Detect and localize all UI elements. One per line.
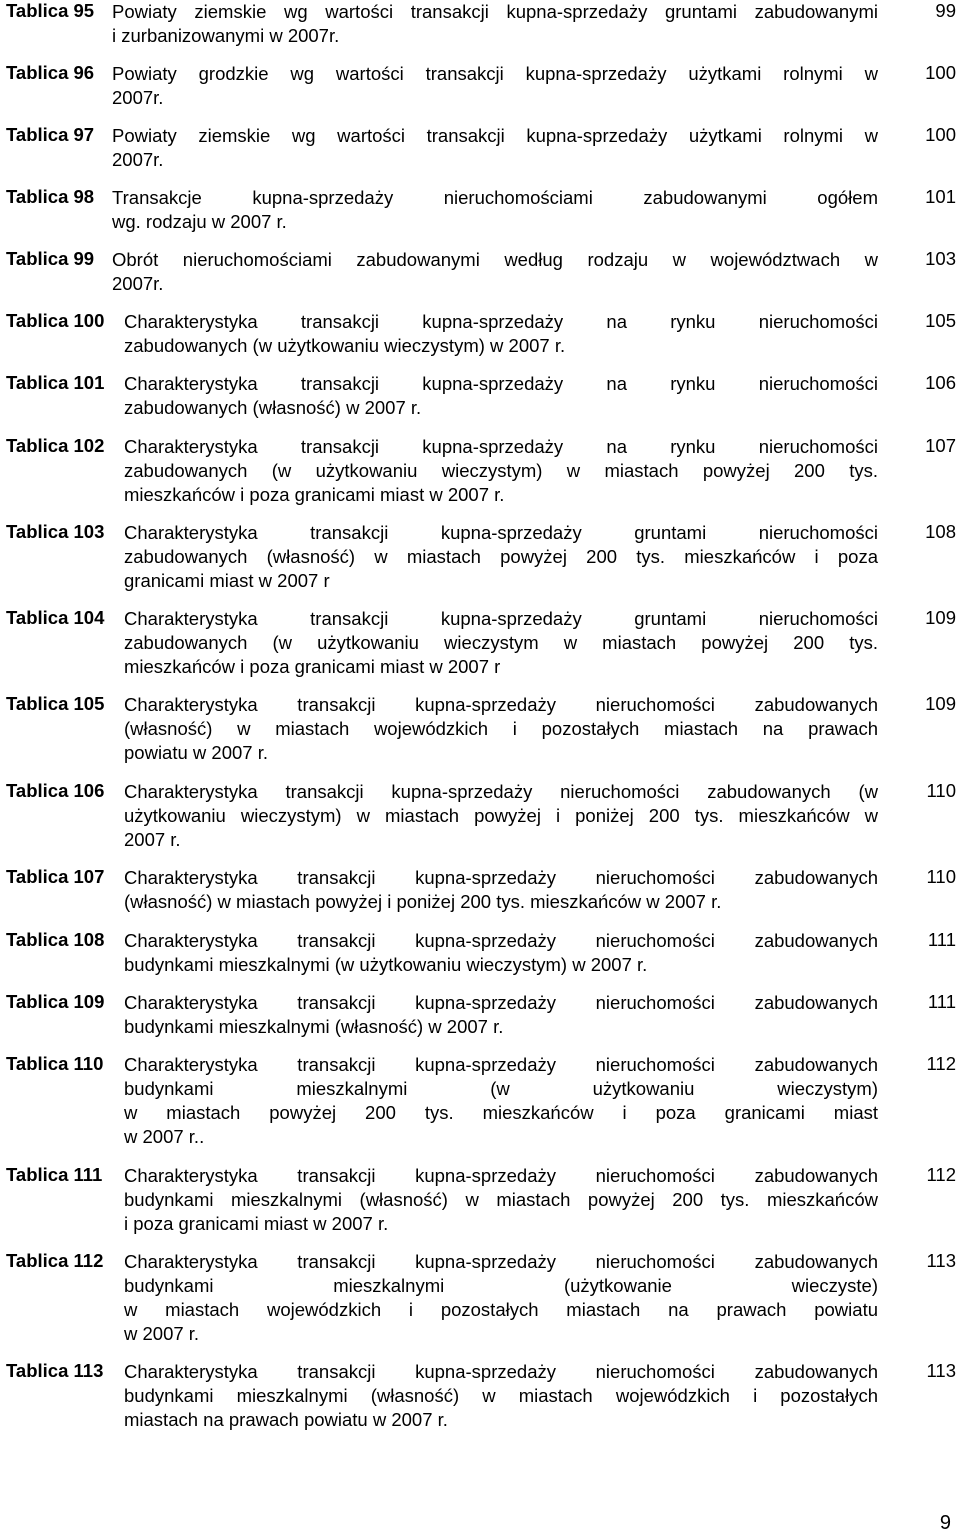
description-line: Charakterystyka transakcji kupna-sprzedaży gruntami nieruchomości: [124, 522, 878, 543]
table-label: Tablica 100: [6, 310, 105, 331]
description-line: budynkami mieszkalnymi (użytkowanie wieczyste): [124, 1275, 878, 1296]
table-description: [124, 991, 878, 1039]
description-line: w 2007 r..: [124, 1126, 205, 1147]
description-line: (własność) w miastach powyżej i poniżej 200 tys. mieszkańców w 2007 r.: [124, 891, 722, 912]
page-ref: 99: [935, 0, 956, 21]
table-label: Tablica 99: [6, 248, 95, 269]
table-description: [112, 62, 878, 110]
description-line: zabudowanych (w użytkowaniu wieczystym) w miastach powyżej 200 tys.: [124, 460, 878, 481]
table-label: Tablica 105: [6, 693, 105, 714]
page-number: 9: [939, 1512, 951, 1534]
table-label: Tablica 97: [6, 124, 95, 145]
description-line: Transakcje kupna-sprzedaży nieruchomościami zabudowanymi ogółem: [112, 187, 878, 208]
table-description: [124, 372, 878, 420]
description-line: Charakterystyka transakcji kupna-sprzedaży na rynku nieruchomości: [124, 436, 878, 457]
page-ref: 100: [925, 124, 956, 145]
table-description: [124, 435, 878, 507]
description-line: Charakterystyka transakcji kupna-sprzedaży nieruchomości zabudowanych: [124, 992, 878, 1013]
table-label: Tablica 101: [6, 372, 105, 393]
description-line: powiatu w 2007 r.: [124, 742, 268, 763]
page-ref: 112: [926, 1164, 956, 1185]
table-description: [124, 780, 878, 852]
description-line: budynkami mieszkalnymi (w użytkowaniu wieczystym) w 2007 r.: [124, 954, 648, 975]
description-line: Charakterystyka transakcji kupna-sprzedaży na rynku nieruchomości: [124, 311, 878, 332]
table-label: Tablica 113: [6, 1360, 104, 1381]
table-description: [124, 1053, 878, 1149]
table-description: [124, 310, 878, 358]
description-line: użytkowaniu wieczystym) w miastach powyżej i poniżej 200 tys. mieszkańców w: [124, 805, 878, 826]
description-line: mieszkańców i poza granicami miast w 2007 r.: [124, 484, 505, 505]
page-ref: 110: [926, 780, 956, 801]
description-line: w miastach powyżej 200 tys. mieszkańców i poza granicami miast: [124, 1102, 878, 1123]
page-ref: 103: [925, 248, 956, 269]
table-description: [124, 866, 878, 914]
page-ref: 110: [926, 866, 956, 887]
description-line: 2007r.: [112, 273, 164, 294]
table-description: [124, 521, 878, 593]
page-ref: 100: [925, 62, 956, 83]
page-ref: 107: [925, 435, 956, 456]
table-description: [124, 1360, 878, 1432]
page-ref: 113: [926, 1250, 956, 1271]
table-label: Tablica 110: [6, 1053, 104, 1074]
description-line: 2007r.: [112, 87, 164, 108]
table-label: Tablica 95: [6, 0, 95, 21]
table-description: [124, 693, 878, 765]
description-line: granicami miast w 2007 r: [124, 570, 330, 591]
table-description: [112, 186, 878, 234]
table-label: Tablica 112: [6, 1250, 104, 1271]
table-description: [124, 1250, 878, 1346]
description-line: zabudowanych (własność) w miastach powyżej 200 tys. mieszkańców i poza: [124, 546, 878, 567]
description-line: Powiaty ziemskie wg wartości transakcji kupna-sprzedaży użytkami rolnymi w: [112, 125, 878, 146]
description-line: budynkami mieszkalnymi (własność) w miastach powyżej 200 tys. mieszkańców: [124, 1189, 878, 1210]
description-line: Charakterystyka transakcji kupna-sprzedaży nieruchomości zabudowanych: [124, 1251, 878, 1272]
table-label: Tablica 96: [6, 62, 95, 83]
description-line: 2007r.: [112, 149, 164, 170]
description-line: Charakterystyka transakcji kupna-sprzedaży nieruchomości zabudowanych: [124, 1165, 878, 1186]
description-line: Charakterystyka transakcji kupna-sprzedaży gruntami nieruchomości: [124, 608, 878, 629]
description-line: Obrót nieruchomościami zabudowanymi według rodzaju w województwach w: [112, 249, 878, 270]
description-line: Charakterystyka transakcji kupna-sprzedaży nieruchomości zabudowanych: [124, 1054, 878, 1075]
table-description: [112, 0, 878, 48]
description-line: budynkami mieszkalnymi (w użytkowaniu wieczystym): [124, 1078, 878, 1099]
table-description: [112, 124, 878, 172]
description-line: budynkami mieszkalnymi (własność) w miastach wojewódzkich i pozostałych: [124, 1385, 878, 1406]
page-ref: 109: [925, 693, 956, 714]
page-ref: 108: [925, 521, 956, 542]
table-label: Tablica 111: [6, 1164, 103, 1185]
description-line: Powiaty ziemskie wg wartości transakcji kupna-sprzedaży gruntami zabudowanymi: [112, 1, 878, 22]
description-line: i zurbanizowanymi w 2007r.: [112, 25, 340, 46]
description-line: w miastach wojewódzkich i pozostałych miastach na prawach powiatu: [124, 1299, 878, 1320]
page-ref: 111: [927, 991, 956, 1012]
description-line: Charakterystyka transakcji kupna-sprzedaży na rynku nieruchomości: [124, 373, 878, 394]
table-label: Tablica 108: [6, 929, 105, 950]
description-line: zabudowanych (własność) w 2007 r.: [124, 397, 422, 418]
description-line: Charakterystyka transakcji kupna-sprzedaży nieruchomości zabudowanych: [124, 867, 878, 888]
table-description: [124, 929, 878, 977]
table-description: [124, 1164, 878, 1236]
table-description: [124, 607, 878, 679]
description-line: zabudowanych (w użytkowaniu wieczystym) w 2007 r.: [124, 335, 566, 356]
description-line: Charakterystyka transakcji kupna-sprzedaży nieruchomości zabudowanych: [124, 930, 878, 951]
table-label: Tablica 104: [6, 607, 105, 628]
table-label: Tablica 109: [6, 991, 105, 1012]
description-line: i poza granicami miast w 2007 r.: [124, 1213, 389, 1234]
page-ref: 101: [925, 186, 956, 207]
page-ref: 113: [926, 1360, 956, 1381]
table-label: Tablica 106: [6, 780, 105, 801]
table-label: Tablica 102: [6, 435, 105, 456]
page-ref: 105: [925, 310, 956, 331]
table-description: [112, 248, 878, 296]
page-ref: 111: [927, 929, 956, 950]
description-line: wg. rodzaju w 2007 r.: [112, 211, 287, 232]
page-ref: 109: [925, 607, 956, 628]
description-line: (własność) w miastach wojewódzkich i pozostałych miastach na prawach: [124, 718, 878, 739]
description-line: 2007 r.: [124, 829, 181, 850]
description-line: zabudowanych (w użytkowaniu wieczystym w miastach powyżej 200 tys.: [124, 632, 878, 653]
page-ref: 106: [925, 372, 956, 393]
description-line: mieszkańców i poza granicami miast w 2007 r: [124, 656, 501, 677]
description-line: Charakterystyka transakcji kupna-sprzedaży nieruchomości zabudowanych: [124, 694, 878, 715]
description-line: Charakterystyka transakcji kupna-sprzedaży nieruchomości zabudowanych (w: [124, 781, 878, 802]
description-line: miastach na prawach powiatu w 2007 r.: [124, 1409, 448, 1430]
description-line: Charakterystyka transakcji kupna-sprzedaży nieruchomości zabudowanych: [124, 1361, 878, 1382]
table-label: Tablica 107: [6, 866, 105, 887]
description-line: w 2007 r.: [124, 1323, 200, 1344]
page-ref: 112: [926, 1053, 956, 1074]
description-line: Powiaty grodzkie wg wartości transakcji kupna-sprzedaży użytkami rolnymi w: [112, 63, 878, 84]
description-line: budynkami mieszkalnymi (własność) w 2007 r.: [124, 1016, 504, 1037]
table-label: Tablica 98: [6, 186, 95, 207]
table-label: Tablica 103: [6, 521, 105, 542]
